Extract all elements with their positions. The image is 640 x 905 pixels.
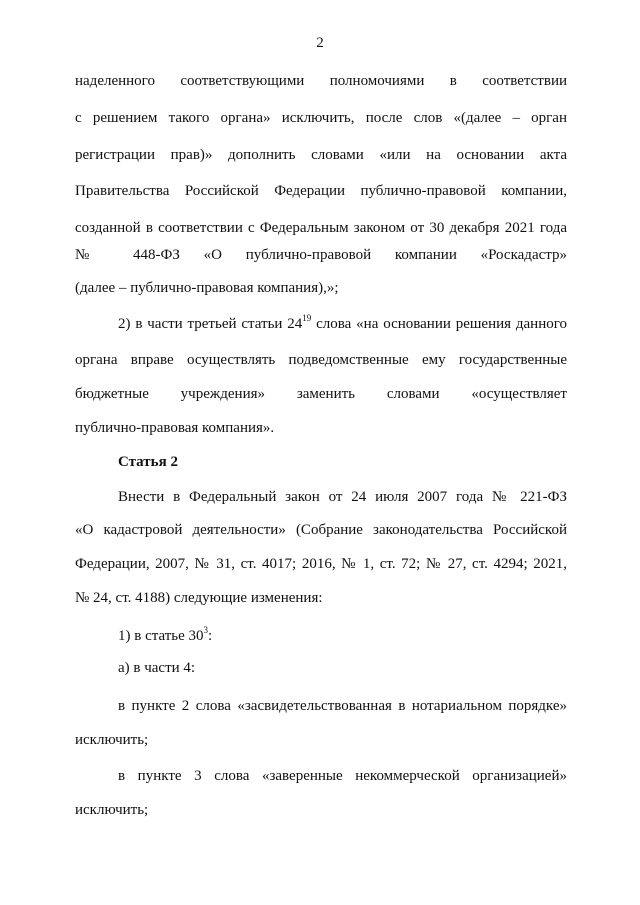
- line-text: :: [208, 628, 213, 644]
- article-heading: Статья 2: [118, 454, 178, 470]
- paragraph-line: созданной в соответствии с Федеральным законом от 30 декабря 2021 года: [75, 220, 567, 236]
- paragraph-line: с решением такого органа» исключить, после слов «(далее – орган: [75, 110, 567, 126]
- page-number: 2: [316, 35, 324, 51]
- paragraph-line: публично-правовая компания».: [75, 420, 275, 436]
- paragraph-line: Федерации, 2007, № 31, ст. 4017; 2016, № 1, ст. 72; № 27, ст. 4294; 2021,: [75, 556, 567, 572]
- superscript: 19: [302, 313, 312, 323]
- list-item-line: а) в части 4:: [118, 660, 196, 676]
- paragraph-line: Правительства Российской Федерации публично-правовой компании,: [75, 183, 567, 199]
- paragraph-line: «О кадастровой деятельности» (Собрание законодательства Российской: [75, 522, 567, 538]
- line-text: 2) в части третьей статьи 24: [118, 316, 303, 332]
- paragraph-line: исключить;: [75, 732, 149, 748]
- line-text: 1) в статье 30: [118, 628, 204, 644]
- paragraph-line-amendment-2: [75, 315, 567, 333]
- superscript: 3: [203, 625, 209, 635]
- paragraph-line: Внести в Федеральный закон от 24 июля 2007 года № 221-ФЗ: [118, 489, 567, 505]
- paragraph-line: в пункте 2 слова «засвидетельствованная в нотариальном порядке»: [118, 698, 567, 714]
- paragraph-line: № 24, ст. 4188) следующие изменения:: [75, 590, 323, 606]
- paragraph-line: (далее – публично-правовая компания),»;: [75, 280, 339, 296]
- paragraph-line: органа вправе осуществлять подведомственные ему государственные: [75, 352, 567, 368]
- paragraph-line: регистрации прав)» дополнить словами «или на основании акта: [75, 147, 567, 163]
- paragraph-line: исключить;: [75, 802, 149, 818]
- paragraph-line: бюджетные учреждения» заменить словами «осуществляет: [75, 386, 567, 402]
- line-text: слова «на основании решения данного: [311, 316, 567, 332]
- paragraph-line: № 448-ФЗ «О публично-правовой компании «Роскадастр»: [75, 247, 567, 263]
- paragraph-line: наделенного соответствующими полномочиями в соответствии: [75, 73, 567, 89]
- paragraph-line: в пункте 3 слова «заверенные некоммерческой организацией»: [118, 768, 567, 784]
- list-item-line: [75, 627, 567, 645]
